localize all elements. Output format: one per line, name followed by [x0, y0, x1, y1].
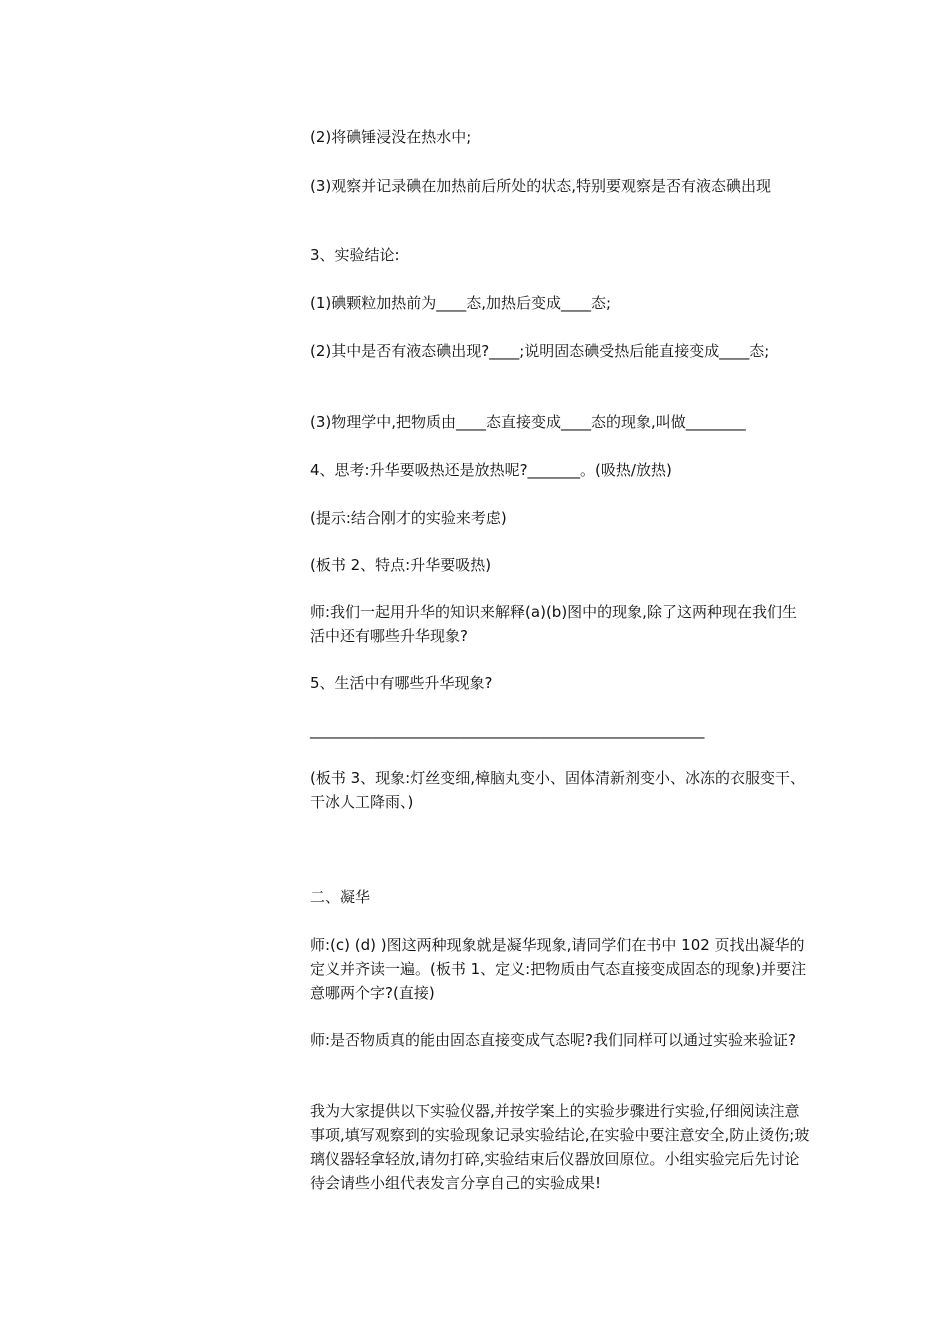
step-2-text: (2)将碘锤浸没在热水中; — [310, 128, 472, 146]
think-question-text: 4、思考:升华要吸热还是放热呢?_______。(吸热/放热) — [310, 461, 672, 479]
conclusion-1-text: (1)碘颗粒加热前为____态,加热后变成____态; — [310, 294, 612, 312]
conclusion-2-text: (2)其中是否有液态碘出现?____;说明固态碘受热后能直接变成____态; — [310, 342, 770, 360]
answer-blank-line: ______________________________________________________ — [310, 721, 705, 739]
hint-text: (提示:结合刚才的实验来考虑) — [310, 509, 507, 527]
section-deposition-heading: 二、凝华 — [310, 888, 371, 906]
board-note-2-text: (板书 2、特点:升华要吸热) — [310, 556, 492, 574]
teacher-deposition-text: 师:(c) (d) )图这两种现象就是凝华现象,请同学们在书中 102 页找出凝华的定义并齐读一遍。(板书 1、定义:把物质由气态直接变成固态的现象)并要注意哪两个字?(直接) — [310, 936, 807, 1002]
conclusion-3-text: (3)物理学中,把物质由____态直接变成____态的现象,叫做________ — [310, 413, 746, 431]
question-5-text: 5、生活中有哪些升华现象? — [310, 674, 493, 692]
step-3-text: (3)观察并记录碘在加热前后所处的状态,特别要观察是否有液态碘出现 — [310, 177, 772, 195]
board-note-3-text: (板书 3、现象:灯丝变细,樟脑丸变小、固体清新剂变小、冰冻的衣服变干、干冰人工降雨、) — [310, 769, 805, 811]
teacher-verify-text: 师:是否物质真的能由固态直接变成气态呢?我们同样可以通过实验来验证? — [310, 1031, 796, 1049]
section-conclusion-heading: 3、实验结论: — [310, 246, 400, 264]
teacher-question-text: 师:我们一起用升华的知识来解释(a)(b)图中的现象,除了这两种现在我们生活中还有哪些升华现象? — [310, 603, 797, 645]
experiment-instructions-text: 我为大家提供以下实验仪器,并按学案上的实验步骤进行实验,仔细阅读注意事项,填写观察到的实验现象记录实验结论,在实验中要注意安全,防止烫伤;玻璃仪器轻拿轻放,请勿打碎,实验结束后仪器放回原位。小组实验完后先讨论待会请些小组代表发言分享自己的实验成果! — [310, 1102, 810, 1192]
